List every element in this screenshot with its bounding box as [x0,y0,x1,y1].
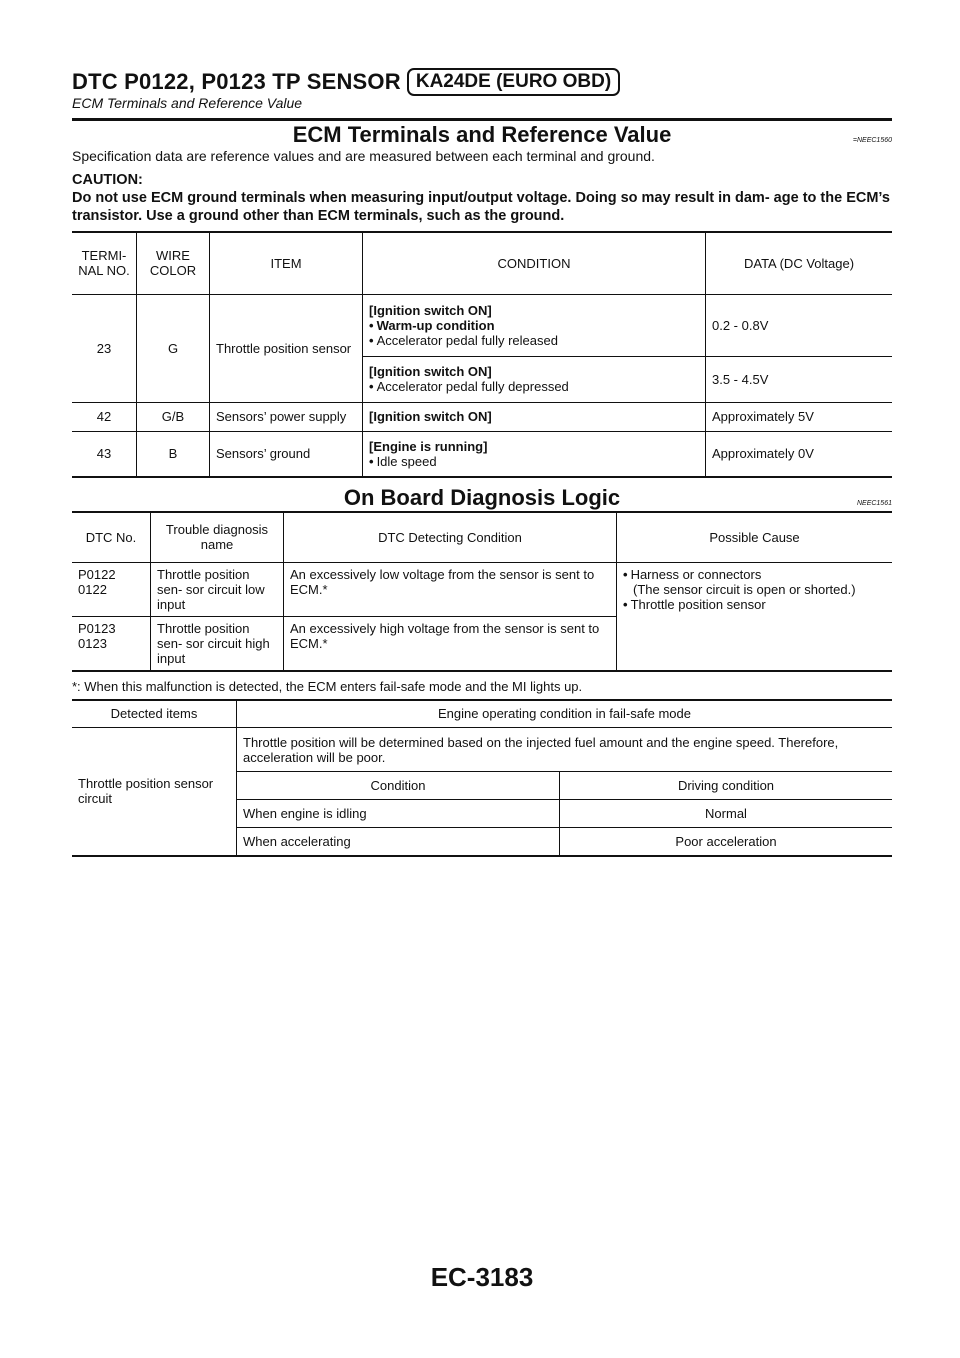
condition-bullet: • Warm-up condition [369,318,699,333]
header-subtitle: ECM Terminals and Reference Value [72,95,303,111]
cell-wire: G/B [137,402,210,431]
dtc-code: P0122 [78,566,116,582]
condition-head: [Engine is running] [369,438,488,454]
cell-condition: An excessively low voltage from the sensor is sent to ECM.* [284,562,617,616]
cell-condition [363,294,706,356]
cell-condition: [Ignition switch ON] [363,402,706,431]
table-row [72,431,892,477]
caution-text: Do not use ECM ground terminals when measuring input/output voltage. Doing so may result in dam- age to the ECM’s transistor. Use a ground other than ECM terminals, such as the ground. [72,190,890,224]
dtc-code-short: 0123 [78,635,107,651]
col-condition: CONDITION [363,232,706,294]
cell-condition [363,431,706,477]
cell-name: Throttle position sen- sor circuit low input [151,562,284,616]
cause-bullet: • Throttle position sensor [623,597,886,612]
cell-name: Throttle position sen- sor circuit high input [151,616,284,671]
cell-terminal: 43 [72,431,137,477]
cell-driving: Normal [560,800,893,828]
col-wire: WIRE COLOR [137,232,210,294]
cell-data: Approximately 5V [706,402,893,431]
section-title-text: ECM Terminals and Reference Value [292,122,672,147]
col-operating-condition: Engine operating condition in fail-safe mode [237,700,893,728]
table-header-row [72,232,892,294]
col-item: ITEM [210,232,363,294]
content [72,122,892,857]
col-cause: Possible Cause [617,512,893,562]
cell-driving: Poor acceleration [560,828,893,856]
intro-text: Specification data are reference values and are measured between each terminal and ground. [72,148,655,164]
cell-item: Throttle position sensor [210,294,363,402]
cell-wire: B [137,431,210,477]
cell-data: 3.5 - 4.5V [706,356,893,402]
ecm-terminals-table [72,231,892,478]
table-header-row [72,512,892,562]
caution-label: CAUTION: [72,172,143,188]
table-row [72,728,892,772]
col-condition: DTC Detecting Condition [284,512,617,562]
section-title-obd [72,485,892,511]
cell-condition: When engine is idling [237,800,560,828]
header-title: DTC P0122, P0123 TP SENSOR [72,69,401,94]
cell-cause [617,562,893,671]
cell-item: Sensors’ power supply [210,402,363,431]
cell-description: Throttle position will be determined based on the injected fuel amount and the engine speed. Therefore, acceleration will be poor. [237,728,893,772]
col-detected-items: Detected items [72,700,237,728]
cell-condition [363,356,706,402]
cell-condition: When accelerating [237,828,560,856]
cell-item: Sensors’ ground [210,431,363,477]
condition-bullet: • Accelerator pedal fully depressed [369,379,699,394]
cause-bullet: • Harness or connectors [623,567,886,582]
section-code: NEEC1561 [856,500,892,507]
cause-sub: (The sensor circuit is open or shorted.) [633,581,856,597]
section-code: =NEEC1560 [852,137,892,144]
col-name: Trouble diagnosis name [151,512,284,562]
fail-safe-table [72,699,892,857]
obd-logic-table [72,511,892,672]
sub-header-condition: Condition [237,772,560,800]
cell-data: Approximately 0V [706,431,893,477]
page-number: EC-3183 [430,1262,534,1292]
col-data: DATA (DC Voltage) [706,232,893,294]
cell-dtc [72,616,151,671]
col-dtc: DTC No. [72,512,151,562]
page-header [72,68,892,111]
header-rule [72,118,892,121]
dtc-code-short: 0122 [78,581,107,597]
cell-terminal: 23 [72,294,137,402]
condition-head: [Ignition switch ON] [369,364,492,379]
section-title-text: On Board Diagnosis Logic [343,485,621,510]
table-row [72,562,892,616]
table-row [72,402,892,431]
cell-detected-item: Throttle position sensor circuit [72,728,237,856]
table-row [72,294,892,356]
cell-terminal: 42 [72,402,137,431]
dtc-code: P0123 [78,620,116,636]
cell-wire: G [137,294,210,402]
section-title-ecm [72,122,892,148]
condition-bullet: • Accelerator pedal fully released [369,333,699,348]
cell-data: 0.2 - 0.8V [706,294,893,356]
sub-header-driving: Driving condition [560,772,893,800]
table-header-row [72,700,892,728]
cell-condition: An excessively high voltage from the sensor is sent to ECM.* [284,616,617,671]
condition-bullet: • Idle speed [369,454,699,469]
cell-dtc [72,562,151,616]
footnote: *: When this malfunction is detected, the ECM enters fail-safe mode and the MI lights up. [72,678,583,694]
col-terminal: TERMI- NAL NO. [72,232,137,294]
condition-head: [Ignition switch ON] [369,302,492,318]
engine-badge: KA24DE (EURO OBD) [407,68,620,96]
